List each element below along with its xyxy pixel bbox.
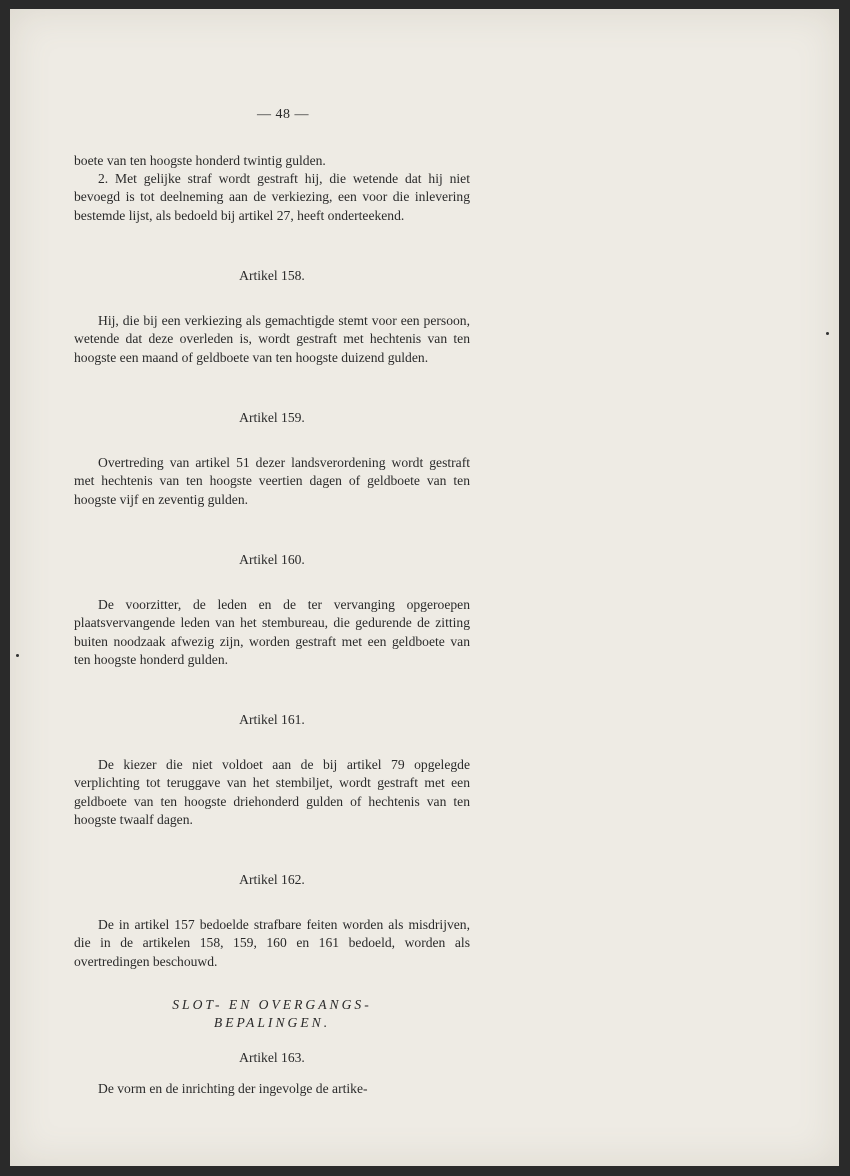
paragraph-clause-2: 2. Met gelijke straf wordt gestraft hij, die wetende dat hij niet bevoegd is tot deelneming aan de verkiezing, een voor die inlevering bestemde lijst, als bedoeld bij artikel 27, heeft onderteekend. bbox=[74, 171, 470, 223]
heading-artikel-158: Artikel 158. bbox=[239, 268, 305, 283]
heading-artikel-161: Artikel 161. bbox=[239, 712, 305, 727]
margin-dot-mark bbox=[826, 332, 829, 335]
paragraph-fine-continuation: boete van ten hoogste honderd twintig gulden. bbox=[74, 153, 326, 168]
paragraph-artikel-160: De voorzitter, de leden en de ter vervanging opgeroepen plaatsvervangende leden van het stembureau, die gedurende de zitting buiten noodzaak afwezig zijn, worden gestraft met een geldboete van ten hoogste honderd gulden. bbox=[74, 597, 470, 668]
heading-artikel-163: Artikel 163. bbox=[239, 1050, 305, 1065]
section-title-line-1: SLOT- EN OVERGANGS- bbox=[172, 997, 372, 1012]
margin-dot-mark bbox=[16, 654, 19, 657]
paragraph-artikel-162: De in artikel 157 bedoelde strafbare feiten worden als misdrijven, die in de artikelen 158, 159, 160 en 161 bedoeld, worden als overtredingen beschouwd. bbox=[74, 917, 470, 969]
page-number: — 48 — bbox=[257, 107, 309, 122]
paragraph-artikel-161: De kiezer die niet voldoet aan de bij artikel 79 opgelegde verplichting tot teruggave van het stembiljet, wordt gestraft met een geldboete van ten hoogste driehonderd gulden of hechtenis van ten hoogste twaalf dagen. bbox=[74, 757, 470, 828]
document-page bbox=[10, 9, 839, 1166]
paragraph-artikel-159: Overtreding van artikel 51 dezer landsverordening wordt gestraft met hechtenis van ten hoogste veertien dagen of geldboete van ten hoogste vijf en zeventig gulden. bbox=[74, 455, 470, 507]
section-title-line-2: BEPALINGEN. bbox=[213, 1015, 331, 1030]
paragraph-artikel-163: De vorm en de inrichting der ingevolge de artike- bbox=[98, 1081, 368, 1096]
paragraph-artikel-158: Hij, die bij een verkiezing als gemachtigde stemt voor een persoon, wetende dat deze overleden is, wordt gestraft met hechtenis van ten hoogste een maand of geldboete van ten hoogste duizend gulden. bbox=[74, 313, 470, 365]
heading-artikel-162: Artikel 162. bbox=[239, 872, 305, 887]
heading-artikel-160: Artikel 160. bbox=[239, 552, 305, 567]
heading-artikel-159: Artikel 159. bbox=[239, 410, 305, 425]
